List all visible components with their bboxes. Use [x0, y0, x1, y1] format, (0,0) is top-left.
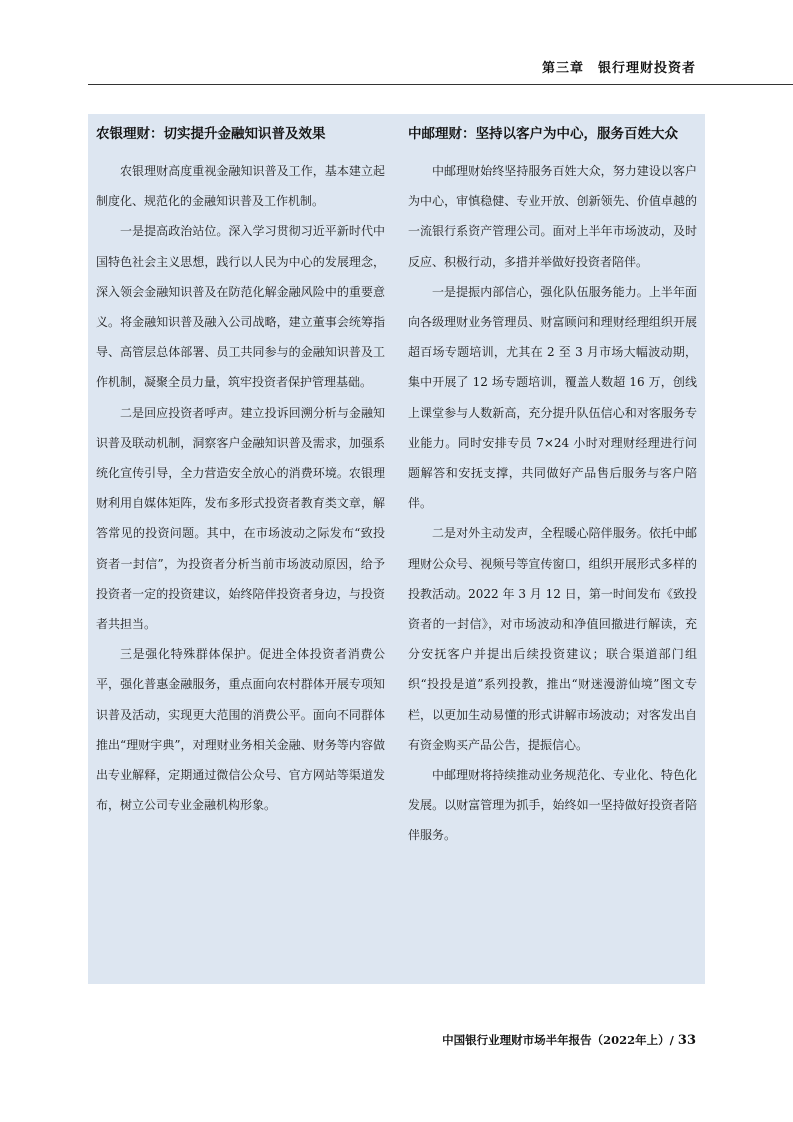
right-paragraph: 一是提振内部信心，强化队伍服务能力。上半年面向各级理财业务管理员、财富顾问和理财经理组织开展超百场专题培训，尤其在 2 至 3 月市场大幅波动期，集中开展了 12 场专题培训，覆盖人数超 16 万，创线上课堂参与人数新高，充分提升队伍信心和对客服务专业能力。同时安排专员 7×24 小时对理财经理进行问题解答和安抚支撑，共同做好产品售后服务与客户陪伴。: [408, 284, 697, 511]
right-column-heading: 中邮理财：坚持以客户为中心，服务百姓大众: [408, 126, 678, 142]
footer-report-title: 中国银行业理财市场半年报告（2022年上）/: [442, 1033, 674, 1047]
page-number: 33: [677, 1033, 696, 1048]
left-column: [96, 124, 385, 820]
left-paragraph: 农银理财高度重视金融知识普及工作，基本建立起制度化、规范化的金融知识普及工作机制。: [96, 164, 385, 209]
chapter-header: 第三章 银行理财投资者: [541, 61, 696, 76]
left-column-heading: 农银理财：切实提升金融知识普及效果: [96, 126, 326, 142]
page-footer: [442, 1032, 696, 1048]
right-paragraph: 中邮理财始终坚持服务百姓大众，努力建设以客户为中心，审慎稳健、专业开放、创新领先、价值卓越的一流银行系资产管理公司。面对上半年市场波动，及时反应、积极行动，多措并举做好投资者陪伴。: [408, 164, 697, 269]
right-column: [408, 124, 697, 851]
right-paragraph: 中邮理财将持续推动业务规范化、专业化、特色化发展。以财富管理为抓手，始终如一坚持做好投资者陪伴服务。: [408, 768, 697, 843]
left-paragraph: 二是回应投资者呼声。建立投诉回溯分析与金融知识普及联动机制，洞察客户金融知识普及需求，加强系统化宣传引导，全力营造安全放心的消费环境。农银理财利用自媒体矩阵，发布多形式投资者教育类文章，解答常见的投资问题。其中，在市场波动之际发布“致投资者一封信”，为投资者分析当前市场波动原因，给予投资者一定的投资建议，始终陪伴投资者身边，与投资者共担当。: [96, 405, 385, 632]
left-paragraph: 一是提高政治站位。深入学习贯彻习近平新时代中国特色社会主义思想，践行以人民为中心的发展理念，深入领会金融知识普及在防范化解金融风险中的重要意义。将金融知识普及融入公司战略，建立董事会统筹指导、高管层总体部署、员工共同参与的金融知识普及工作机制，凝聚全员力量，筑牢投资者保护管理基础。: [96, 224, 385, 390]
left-paragraph: 三是强化特殊群体保护。促进全体投资者消费公平，强化普惠金融服务，重点面向农村群体开展专项知识普及活动，实现更大范围的消费公平。面向不同群体推出“理财宇典”，对理财业务相关金融、财务等内容做出专业解释，定期通过微信公众号、官方网站等渠道发布，树立公司专业金融机构形象。: [96, 647, 385, 813]
header-divider: [88, 84, 793, 85]
right-paragraph: 二是对外主动发声，全程暖心陪伴服务。依托中邮理财公众号、视频号等宣传窗口，组织开展形式多样的投教活动。2022 年 3 月 12 日，第一时间发布《致投资者的一封信》，对市场波动和净值回撤进行解读，充分安抚客户并提出后续投资建议；联合渠道部门组织“投投是道”系列投教，推出“财迷漫游仙境”图文专栏，以更加生动易懂的形式讲解市场波动；对客发出自有资金购买产品公告，提振信心。: [408, 526, 697, 752]
case-study-panel: [88, 114, 705, 984]
